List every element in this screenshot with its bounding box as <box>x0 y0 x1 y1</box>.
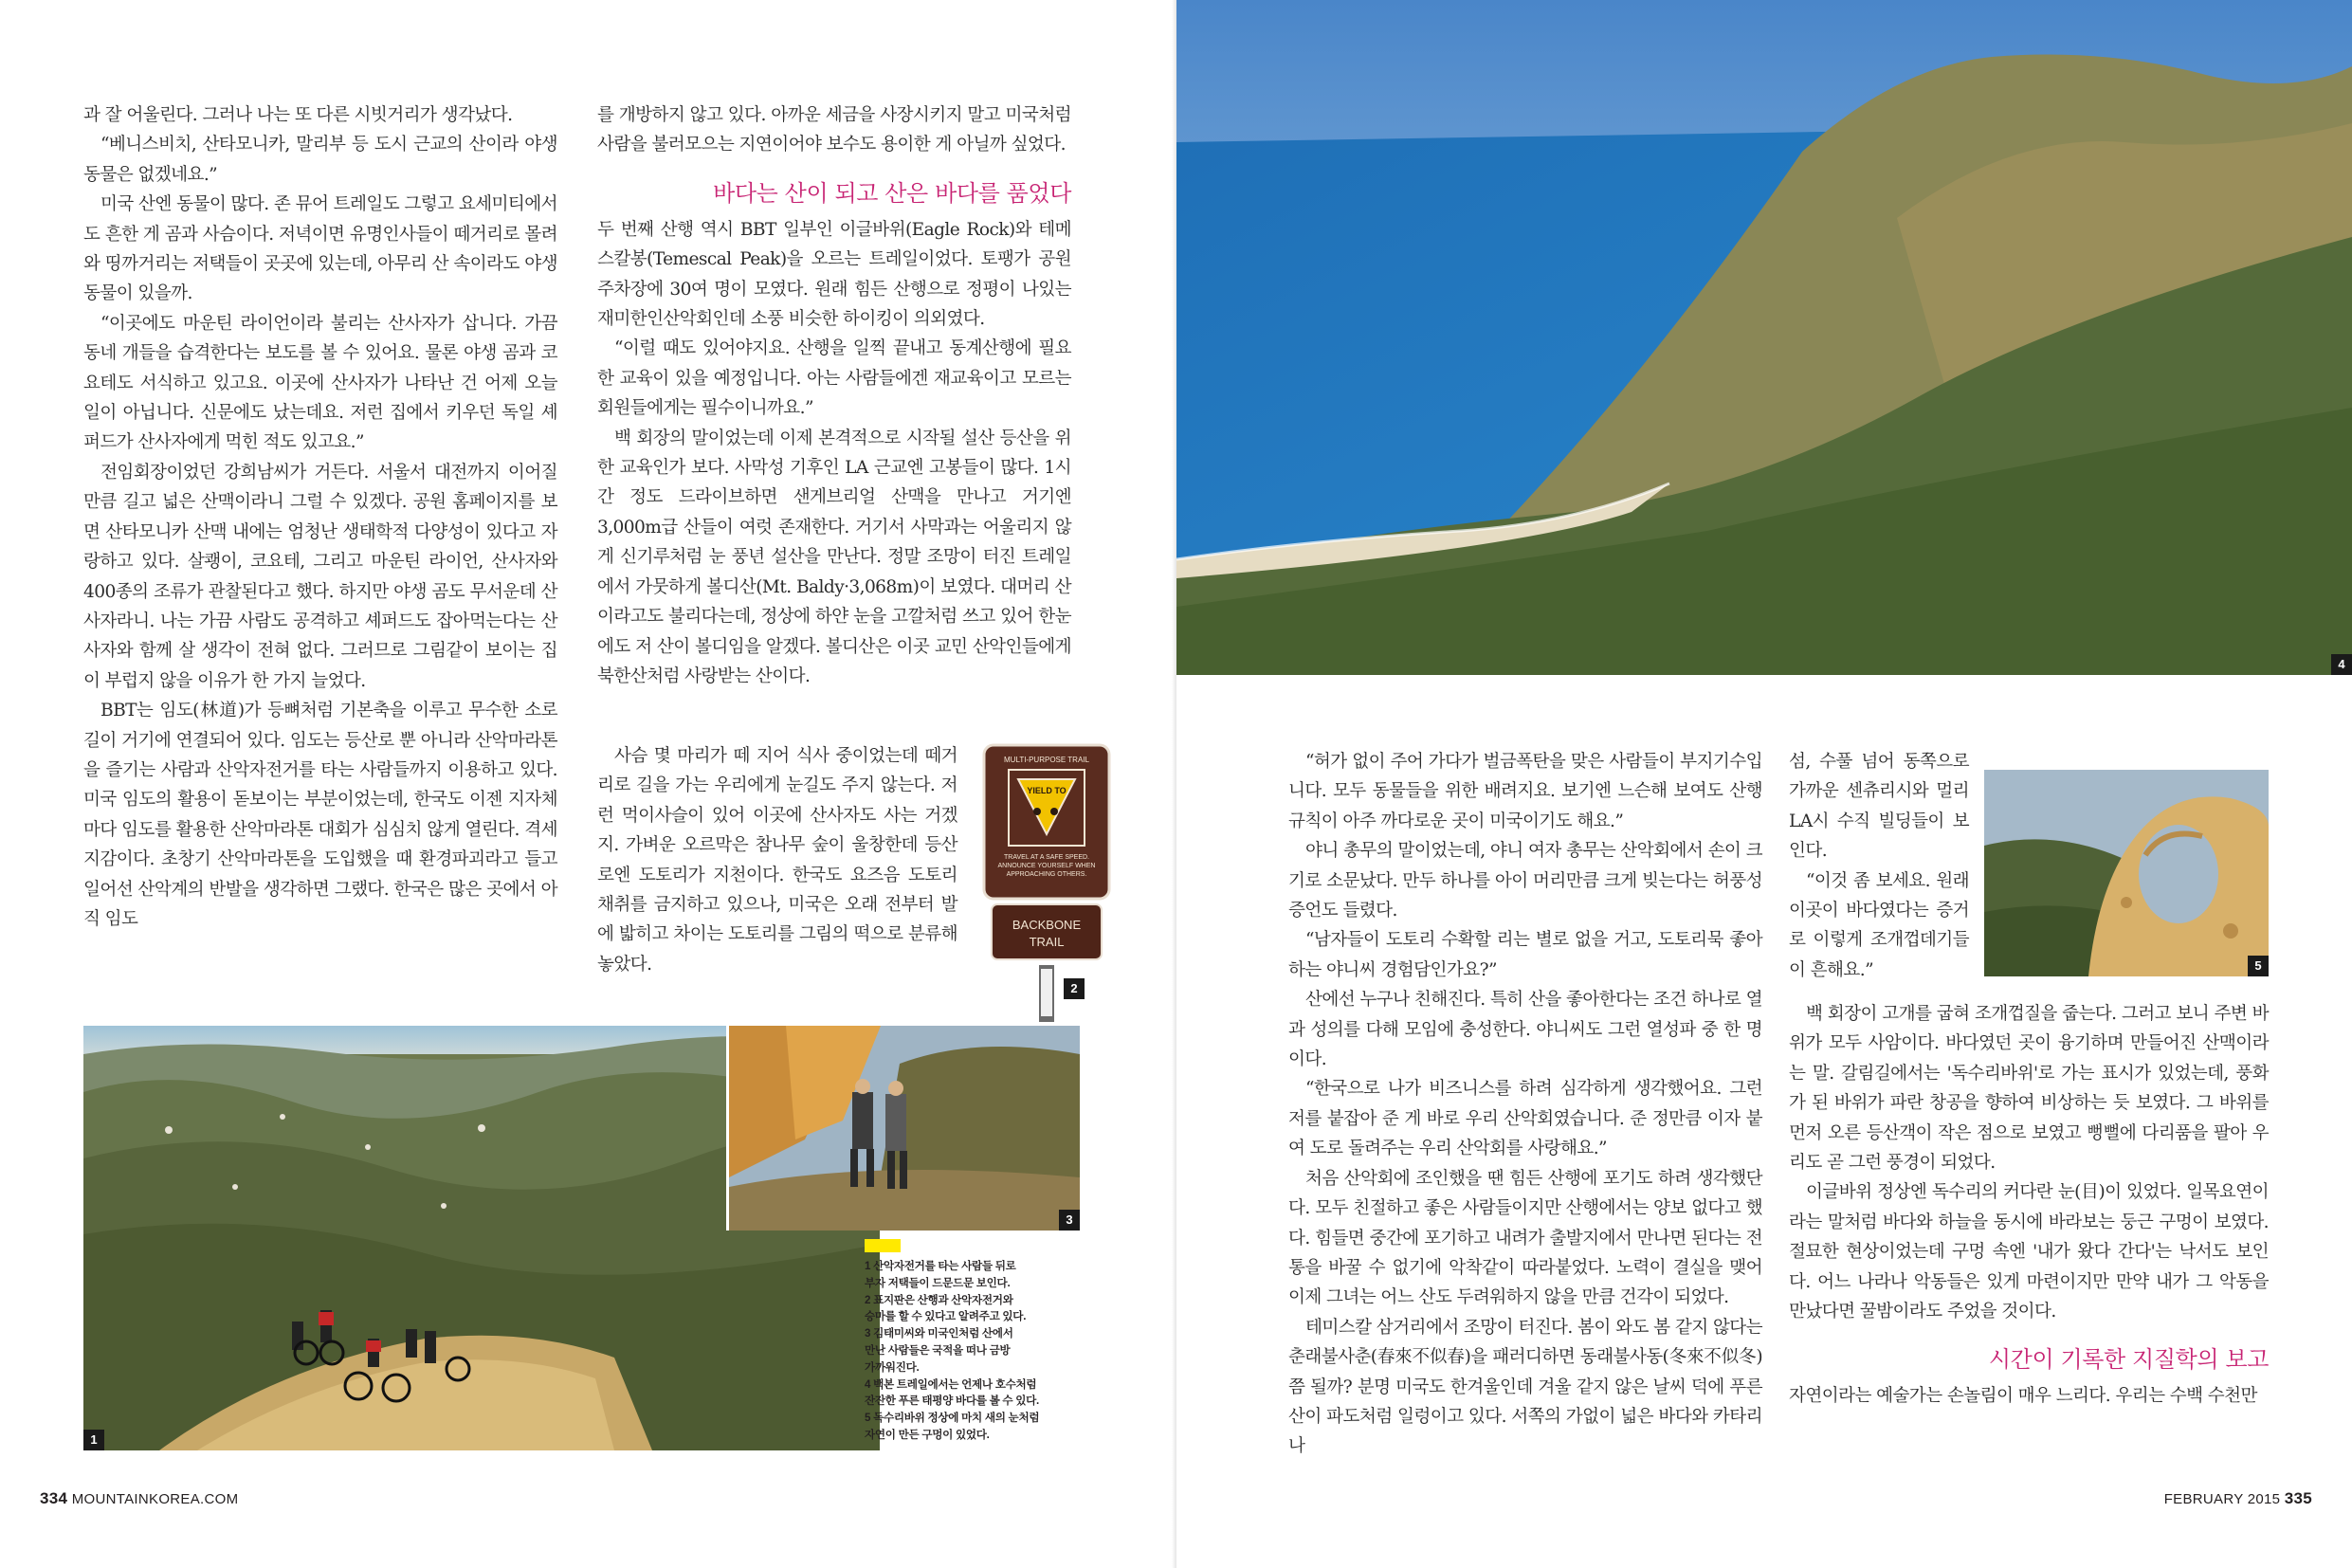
caption-line: 승마를 할 수 있다고 알려주고 있다. <box>865 1310 1027 1323</box>
caption-marker <box>865 1239 901 1252</box>
caption-line: 자연이 만든 구멍이 있었다. <box>865 1428 990 1441</box>
paragraph: BBT는 임도(林道)가 등뼈처럼 기본축을 이루고 무수한 소로길이 거기에 연결되어 있다. 임도는 등산로 뿐 아니라 산악마라톤을 즐기는 사람과 산악자전거를 타는 사람들까지 이용하고 있다. 미국 임도의 활용이 돋보이는 부분이었는데, 한국도 이젠 지자체마다 임도를 활용한 산악마라톤 대회가 심심치 않게 열린다. 격세지감이다. 초창기 산악마라톤을 도입했을 때 환경파괴라고 들고 일어선 산악계의 반발을 생각하면 그랬다. 한국은 많은 곳에서 아직 임도 <box>83 701 557 929</box>
paragraph: 이글바위 정상엔 독수리의 커다란 눈(目)이 있었다. 일목요연이라는 말처럼 바다와 하늘을 동시에 바라보는 둥근 구멍이 보였다. 절묘한 현상이었는데 구멍 속엔 '내가 왔다 간다'는 낙서도 보인다. 어느 나라나 악동들은 있게 마련이지만 만약 내가 그 악동을 만났다면 꿀밤이라도 주었을 것이다. <box>1789 1182 2269 1322</box>
sign-trail-name-2: TRAIL <box>1029 935 1065 949</box>
photo-number: 1 <box>83 1430 104 1450</box>
photo-number: 4 <box>2331 654 2352 675</box>
paragraph: 미국 산엔 동물이 많다. 존 뮤어 트레일도 그렇고 요세미티에서도 흔한 게 곰과 사슴이다. 저녁이면 유명인사들이 떼거리로 몰려와 띵까거리는 저택들이 곳곳에 있는데, 아무리 산 속이라도 야생동물이 있을까. <box>83 194 557 304</box>
caption-line: 2 표지판은 산행과 산악자전거와 <box>865 1293 1013 1306</box>
left-column-1 <box>83 100 557 934</box>
caption-line: 5 독수리바위 정상에 마치 새의 눈처럼 <box>865 1412 1040 1425</box>
photo-hikers <box>726 1026 1080 1231</box>
paragraph: “남자들이 도토리 수확할 리는 별로 없을 거고, 도토리묵 좋아하는 야니씨 경험담인가요?” <box>1288 930 1762 980</box>
section-subhead: 시간이 기록한 지질학의 보고 <box>1988 1346 2269 1374</box>
photo-number: 3 <box>1059 1210 1080 1231</box>
paragraph: 전임회장이었던 강희남씨가 거든다. 서울서 대전까지 이어질 만큼 길고 넓은 산맥이라니 그럴 수 있겠다. 공원 홈페이지를 보면 산타모니카 산맥 내에는 엄청난 생태학적 다양성이 있다고 자랑하고 있다. 살쾡이, 코요테, 그리고 마운틴 라이언, 산사자와 400종의 조류가 관찰된다고 했다. 하지만 야생 곰도 무서운데 산사자라니. 나는 가끔 사람도 공격하고 셰퍼드도 잡아먹는다는 산사자와 함께 살 생각이 전혀 없다. 그러므로 그림같이 보이는 집이 부럽지 않을 이유가 한 가지 늘었다. <box>83 462 557 691</box>
sign-yield-label: YIELD TO <box>1027 786 1067 795</box>
caption-line: 만난 사람들은 국적을 떠나 금방 <box>865 1343 1011 1357</box>
paragraph: 백 회장의 말이었는데 이제 본격적으로 시작될 설산 등산을 위한 교육인가 보다. 사막성 기후인 LA 근교엔 고봉들이 많다. 1시간 정도 드라이브하면 샌게브리얼 산맥을 만나고 거기엔 3,000m급 산들이 여럿 존재한다. 거기서 사막과는 어울리지 않게 신기루처럼 눈 풍년 설산을 만난다. 정말 조망이 터진 트레일에서 가뭇하게 볼디산(Mt. Baldy·3,068m)이 보였다. 대머리 산이라고도 불리다는데, 정상에 하얀 눈을 고깔처럼 쓰고 있어 한눈에도 저 산이 볼디임을 알겠다. 볼디산은 이곳 교민 산악인들에게 북한산처럼 사랑받는 산이다. <box>597 428 1071 686</box>
paragraph: 사슴 몇 마리가 떼 지어 식사 중이었는데 떼거리로 길을 가는 우리에게 눈길도 주지 않는다. 저런 먹이사슬이 있어 이곳에 산사자도 사는 거겠지. 가벼운 오르막은 참나무 숲이 울창한데 등산로엔 도토리가 지천이다. 한국도 요즈음 도토리 채취를 금지하고 있으나, 미국은 오래 전부터 발에 밟히고 차이는 도토리를 그림의 떡으로 분류해 놓았다. <box>597 746 957 975</box>
page-number: 335 <box>2284 1489 2312 1507</box>
paragraph: 처음 산악회에 조인했을 땐 힘든 산행에 포기도 하려 생각했단다. 모두 친절하고 좋은 사람들이지만 산행에서는 양보 없다고 했다. 힘들면 중간에 포기하고 내려가 출발지에서 만나면 된다는 전통을 바꿀 수 없기에 악착같이 따라붙었다. 노력이 결실을 맺어 이제 그녀는 어느 산도 두려워하지 않을 만큼 건각이 되었다. <box>1288 1168 1762 1308</box>
paragraph: “이곳에도 마운틴 라이언이라 불리는 산사자가 삽니다. 가끔 동네 개들을 습격한다는 보도를 볼 수 있어요. 물론 야생 곰과 코요테도 서식하고 있고요. 이곳에 산사자가 나타난 건 어제 오늘 일이 아닙니다. 신문에도 났는데요. 저런 집에서 키우던 독일 셰퍼드가 산사자에게 먹힌 적도 있고요.” <box>83 313 557 453</box>
paragraph: “베니스비치, 산타모니카, 말리부 등 도시 근교의 산이라 야생 동물은 없겠네요.” <box>83 135 557 185</box>
paragraph: 산에선 누구나 친해진다. 특히 산을 좋아한다는 조건 하나로 열과 성의를 다해 모임에 충성한다. 야니씨도 그런 열성파 중 한 명이다. <box>1288 990 1762 1070</box>
caption-line: 가까워진다. <box>865 1360 920 1374</box>
left-column-2 <box>597 100 1071 691</box>
paragraph: “허가 없이 주어 가다가 벌금폭탄을 맞은 사람들이 부지기수입니다. 모두 동물들을 위한 배려지요. 보기엔 느슨해 보여도 산행규칙이 아주 까다로운 곳이 미국이기도 해요.” <box>1288 752 1762 831</box>
section-subhead: 바다는 산이 되고 산은 바다를 품었다 <box>713 179 1071 207</box>
right-column-2-top <box>1789 747 1969 985</box>
paragraph: 섬, 수풀 넘어 동쪽으로 가까운 센츄리시와 멀리 LA시 수직 빌딩들이 보인다. <box>1789 752 1969 862</box>
caption-line: 잔잔한 푸른 태평양 바다를 볼 수 있다. <box>865 1395 1039 1408</box>
paragraph: 과 잘 어울린다. 그러나 나는 또 다른 시빗거리가 생각났다. <box>83 105 513 125</box>
photo-eagle-rock <box>1984 770 2269 976</box>
folio-left <box>40 1489 238 1508</box>
trail-sign-photo <box>980 741 1113 1026</box>
paragraph: “이것 좀 보세요. 원래 이곳이 바다였다는 증거로 이렇게 조개껍데기들이 흔해요.” <box>1789 870 1969 980</box>
right-page <box>1176 0 2352 1568</box>
sign-notice: TRAVEL AT A SAFE SPEED. ANNOUNCE YOURSELF WHEN APPROACHING OTHERS. <box>997 854 1096 878</box>
page-number: 334 <box>40 1489 68 1507</box>
paragraph: 야니 총무의 말이었는데, 야니 여자 총무는 산악회에서 손이 크기로 소문났다. 만두 하나를 아이 머리만큼 크게 빚는다는 허풍성 증언도 들렸다. <box>1288 841 1762 921</box>
photo-number: 2 <box>1064 978 1085 999</box>
issue-date: FEBRUARY 2015 <box>2163 1491 2281 1507</box>
paragraph: “이럴 때도 있어야지요. 산행을 일찍 끝내고 동계산행에 필요한 교육이 있을 예정입니다. 아는 사람들에겐 재교육이고 모르는 회원들에게는 필수이니까요.” <box>597 338 1071 419</box>
sign-top-label: MULTI-PURPOSE TRAIL <box>1004 756 1089 764</box>
photo-number: 5 <box>2248 956 2269 976</box>
left-column-2-wrap <box>597 741 957 979</box>
right-column-2-bottom <box>1789 999 2269 1412</box>
caption-line: 부자 저택들이 드문드문 보인다. <box>865 1276 1011 1289</box>
paragraph: 자연이라는 예술가는 손놀림이 매우 느리다. 우리는 수백 수천만 <box>1789 1386 2257 1407</box>
paragraph: 테미스칼 삼거리에서 조망이 터진다. 봄이 와도 봄 같지 않다는 춘래불사춘(春來不似春)을 패러디하면 동래불사동(冬來不似冬)쯤 될까? 분명 미국도 한겨울인데 겨울 같지 않은 날씨 덕에 푸른 산이 파도처럼 일렁이고 있다. 서쪽의 가없이 넓은 바다와 카타리나 <box>1288 1317 1762 1457</box>
paragraph: “한국으로 나가 비즈니스를 하려 심각하게 생각했어요. 그런 저를 붙잡아 준 게 바로 우리 산악회였습니다. 준 정만큼 이자 붙여 도로 돌려주는 우리 산악회를 사랑해요.” <box>1288 1079 1762 1159</box>
photo-coastline <box>1176 0 2352 675</box>
paragraph: 두 번째 산행 역시 BBT 일부인 이글바위(Eagle Rock)와 테메스칼봉(Temescal Peak)을 오르는 트레일이었다. 토팽가 공원 주차장에 30여 명이 모였다. 원래 힘든 산행으로 정평이 나있는 재미한인산악회인데 소풍 비슷한 하이킹이 의외였다. <box>597 219 1071 330</box>
folio-right <box>2164 1489 2312 1508</box>
caption-line: 1 산악자전거를 타는 사람들 뒤로 <box>865 1260 1016 1272</box>
sign-trail-name-1: BACKBONE <box>1012 918 1082 932</box>
paragraph: 를 개방하지 않고 있다. 아까운 세금을 사장시키지 말고 미국처럼 사람을 불러모으는 지연이어야 보수도 용이한 게 아닐까 싶었다. <box>597 105 1071 155</box>
magazine-site: MOUNTAINKOREA.COM <box>71 1491 239 1507</box>
caption-line: 3 김태미씨와 미국인처럼 산에서 <box>865 1327 1013 1340</box>
photo-captions <box>865 1239 1083 1444</box>
caption-line: 4 백본 트레일에서는 언제나 호수처럼 <box>865 1377 1037 1391</box>
paragraph: 백 회장이 고개를 굽혀 조개껍질을 줍는다. 그러고 보니 주변 바위가 모두 사암이다. 바다였던 곳이 융기하며 만들어진 산맥이라는 말. 갈림길에서는 '독수리바위'로 가는 표시가 있었는데, 풍화가 된 바위가 파란 창공을 향하여 비상하는 듯 보였다. 그 바위를 먼저 오른 등산객이 작은 점으로 보였고 뻥뻘에 다리품을 팔아 우리도 곧 그런 풍경이 되었다. <box>1789 1004 2269 1174</box>
right-column-1 <box>1288 747 1762 1462</box>
